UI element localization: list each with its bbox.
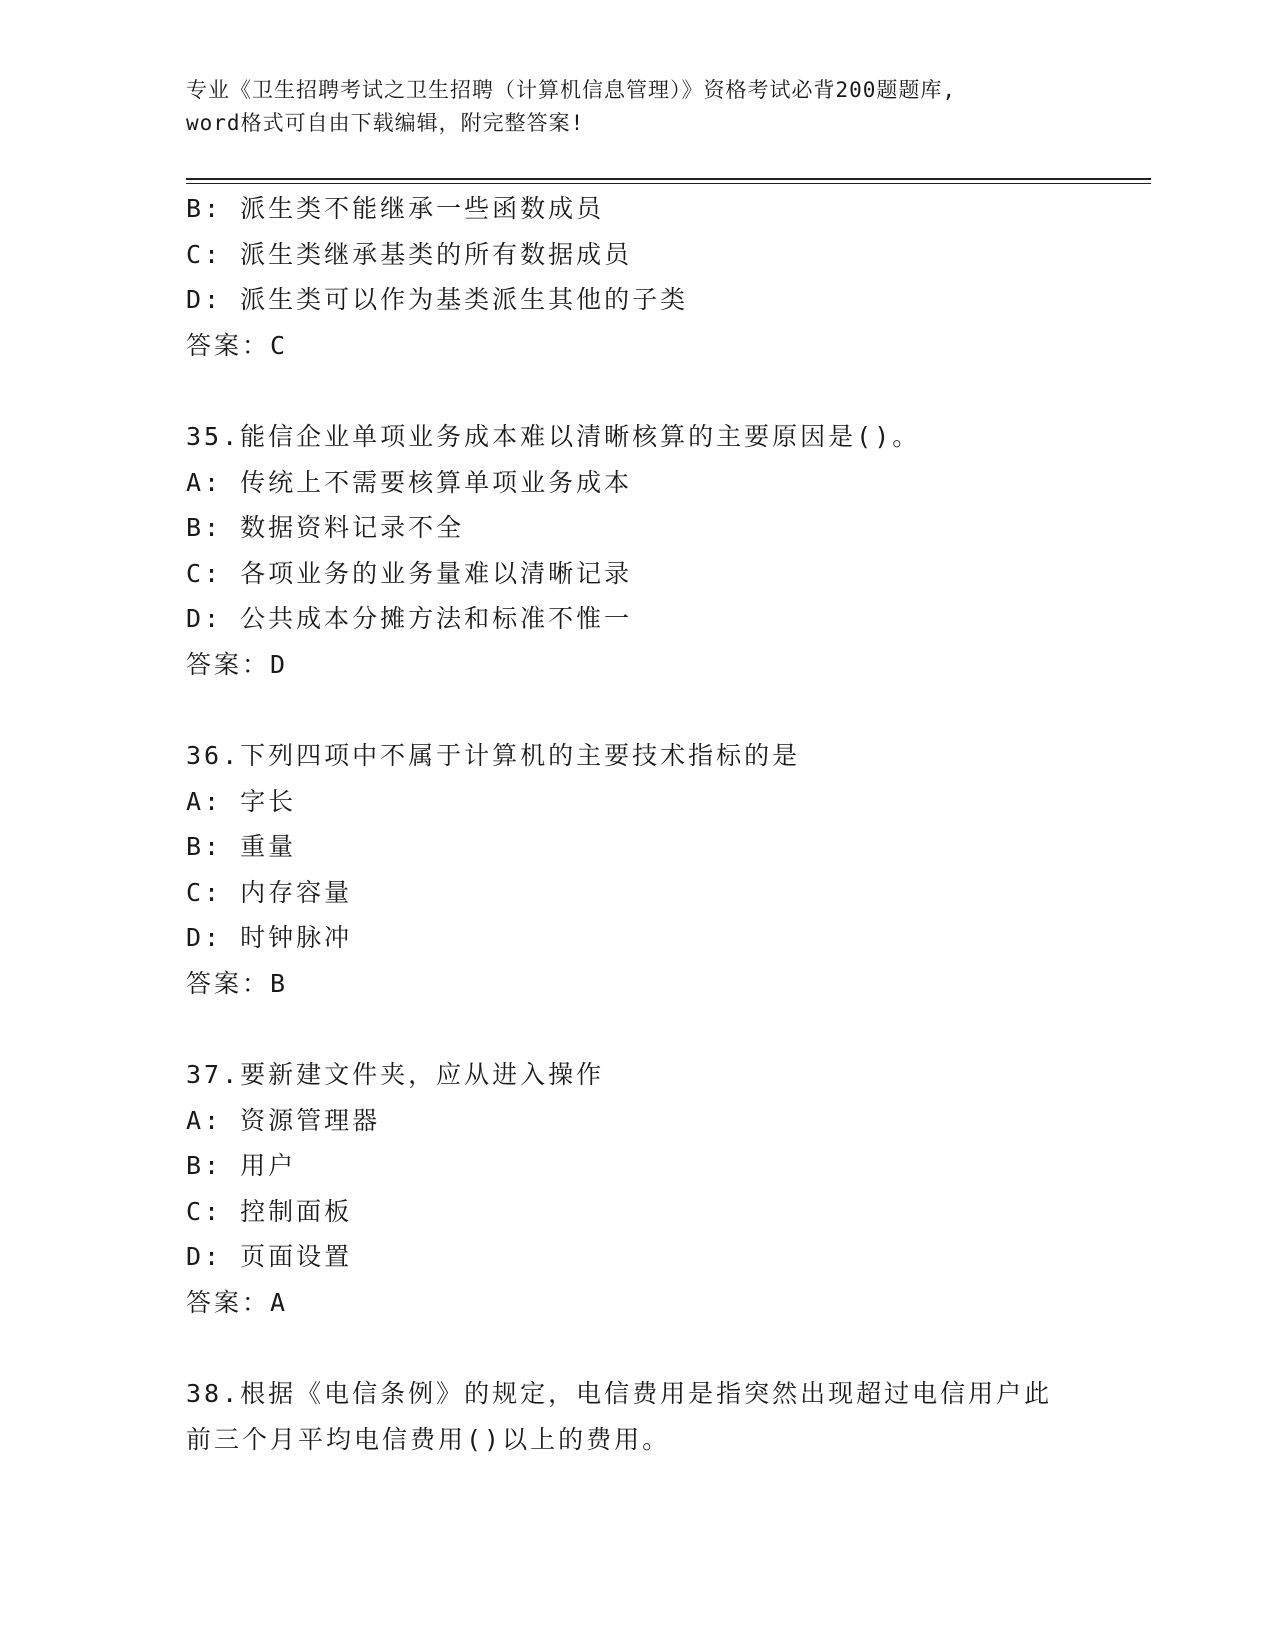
question-36-text: 36.下列四项中不属于计算机的主要技术指标的是 [186,741,801,770]
option-d: D: 公共成本分摊方法和标准不惟一 [186,604,633,633]
option-b: B: 派生类不能继承一些函数成员 [186,194,605,223]
answer-line: 答案：B [186,968,289,998]
answer-line: 答案：A [186,1287,289,1317]
question-37-text: 37.要新建文件夹，应从进入操作 [186,1060,605,1089]
question-38-text-line-2: 前三个月平均电信费用()以上的费用。 [186,1424,671,1454]
option-b: B: 用户 [186,1151,297,1180]
option-d: D: 时钟脉冲 [186,923,353,952]
option-a: A: 资源管理器 [186,1105,381,1135]
question-block-35 [186,414,1126,687]
question-35-text: 35.能信企业单项业务成本难以清晰核算的主要原因是()。 [186,422,921,451]
option-c: C: 控制面板 [186,1196,353,1226]
question-38-text-line-1: 38.根据《电信条例》的规定，电信费用是指突然出现超过电信用户此 [186,1379,1053,1408]
answer-line: 答案：D [186,649,289,679]
option-c: C: 派生类继承基类的所有数据成员 [186,239,633,269]
question-block-37 [186,1052,1126,1325]
option-b: B: 数据资料记录不全 [186,513,465,542]
header-line-2: word格式可自由下载编辑，附完整答案! [186,111,585,135]
header-divider-thin [186,183,1151,184]
question-block-36 [186,733,1126,1006]
header-line-1: 专业《卫生招聘考试之卫生招聘（计算机信息管理）》资格考试必背200题题库, [186,78,957,102]
option-d: D: 页面设置 [186,1242,353,1271]
option-c: C: 内存容量 [186,877,353,907]
document-body [186,186,1126,1462]
option-a: A: 传统上不需要核算单项业务成本 [186,467,633,497]
option-a: A: 字长 [186,786,297,816]
header-divider-thick [186,178,1151,180]
answer-line: 答案：C [186,330,289,360]
document-header [186,74,1086,140]
option-d: D: 派生类可以作为基类派生其他的子类 [186,285,689,314]
option-b: B: 重量 [186,832,297,861]
option-c: C: 各项业务的业务量难以清晰记录 [186,558,633,588]
question-block-prev [186,186,1126,368]
question-block-38 [186,1371,1126,1462]
